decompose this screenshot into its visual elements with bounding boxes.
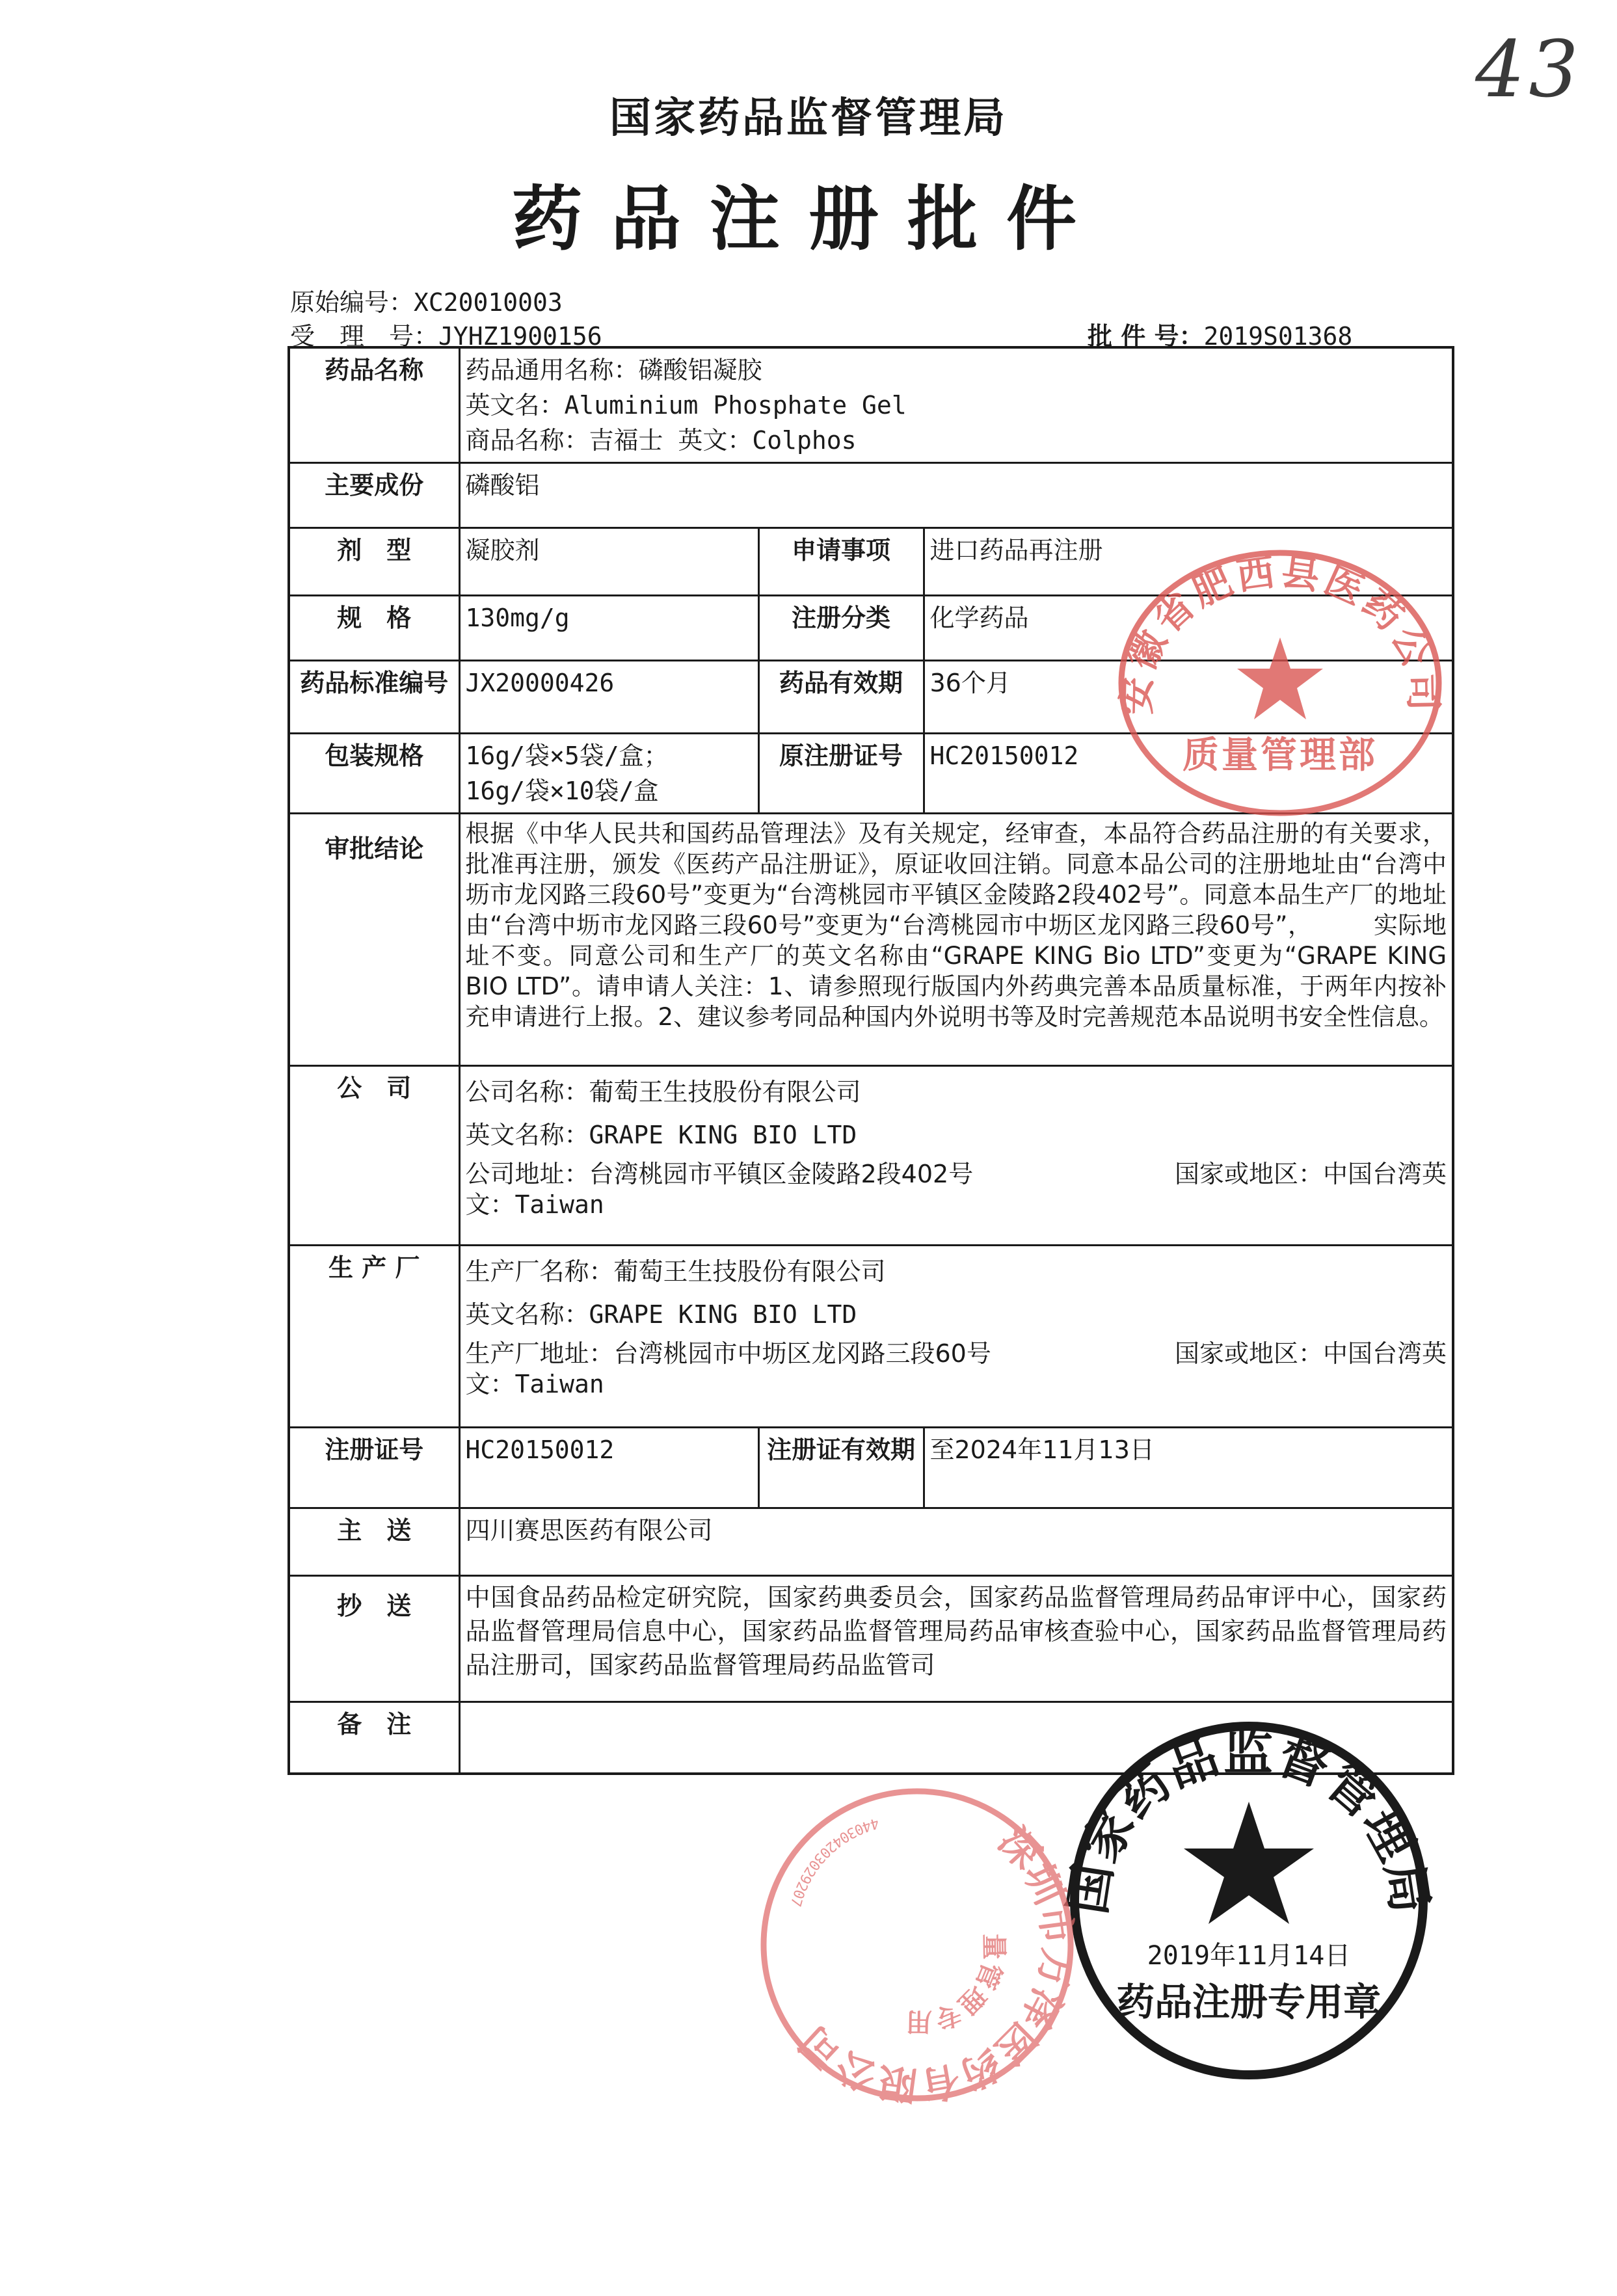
company-cell <box>459 1066 1453 1246</box>
quality-dept-stamp <box>1098 540 1462 839</box>
quality-dept-stamp-bottom-text: 质量管理部 <box>1183 734 1378 777</box>
spec-value: 130mg/g <box>459 596 758 661</box>
agency-seal-date: 2019年11月14日 <box>1147 1941 1351 1971</box>
conclusion-label: 审批结论 <box>289 814 459 1066</box>
drug-name-label: 药品名称 <box>289 347 459 463</box>
pharma-company-stamp <box>742 1769 1093 2120</box>
agency-seal-bottom-text: 药品注册专用章 <box>1116 1980 1382 2024</box>
recipient-label: 主 送 <box>289 1508 459 1576</box>
row-cert-no <box>289 1428 1453 1508</box>
cert-validity-label: 注册证有效期 <box>758 1428 924 1508</box>
company-address: 公司地址：台湾桃园市平镇区金陵路2段402号 <box>465 1160 974 1188</box>
pharma-stamp-ring-text: 深圳市万泽医药有限公司 <box>791 1819 1081 2109</box>
company-english-name: 英文名称：GRAPE KING BIO LTD <box>465 1121 857 1149</box>
page-number: 43 <box>1475 25 1583 115</box>
row-cc <box>289 1576 1453 1702</box>
agency-title: 国家药品监督管理局 <box>609 94 1008 142</box>
document-title: 药品注册批件 <box>511 178 1105 260</box>
company-region: 国家或地区：中国台湾英 <box>1175 1160 1447 1188</box>
original-cert-label: 原注册证号 <box>758 734 924 814</box>
packaging-cell <box>459 734 758 814</box>
remarks-label: 备 注 <box>289 1702 459 1774</box>
approval-number-label: 批 件 号： <box>1088 322 1204 351</box>
recipient-value: 四川赛思医药有限公司 <box>459 1508 1453 1576</box>
drug-english-name: 英文名：Aluminium Phosphate Gel <box>465 391 907 420</box>
packaging-label: 包装规格 <box>289 734 459 814</box>
acceptance-number-label: 受 理 号： <box>290 322 439 351</box>
reg-category-value: 化学药品 <box>924 596 1453 661</box>
approval-number-value: 2019S01368 <box>1203 322 1353 351</box>
cert-validity-value: 至2024年11月13日 <box>924 1428 1453 1508</box>
application-value: 进口药品再注册 <box>924 528 1453 596</box>
cc-text: 中国食品药品检定研究院，国家药典委员会，国家药品监督管理局药品审评中心，国家药品监督管理局信息中心，国家药品监督管理局药品审核查验中心，国家药品监督管理局药品注册司，国家药品监督管理局药品监管司 <box>459 1576 1453 1702</box>
packaging-line-1: 16g/袋×5袋/盒； <box>465 741 669 770</box>
row-recipient <box>289 1508 1453 1576</box>
original-cert-value: HC20150012 <box>924 734 1453 814</box>
packaging-line-2: 16g/袋×10袋/盒 <box>465 777 659 805</box>
validity-label: 药品有效期 <box>758 661 924 734</box>
validity-value: 36个月 <box>924 661 1453 734</box>
row-main-ingredient <box>289 463 1453 528</box>
agency-seal-ring-text: 国家药品监督管理局 <box>1058 1723 1440 1918</box>
row-conclusion <box>289 814 1453 1066</box>
manufacturer-address: 生产厂地址：台湾桃园市中坜区龙冈路三段60号 <box>465 1339 991 1368</box>
drug-trade-name: 商品名称：吉福士 英文：Colphos <box>465 426 857 455</box>
dosage-form-value: 凝胶剂 <box>459 528 758 596</box>
company-address-row <box>466 1156 1447 1192</box>
spec-label: 规 格 <box>289 596 459 661</box>
original-number <box>290 282 563 318</box>
company-region-en: 文：Taiwan <box>465 1190 604 1219</box>
agency-registration-seal <box>1047 1698 1450 2101</box>
main-ingredient-label: 主要成份 <box>289 463 459 528</box>
manufacturer-cell <box>459 1246 1453 1428</box>
standard-no-value: JX20000426 <box>459 661 758 734</box>
original-number-label: 原始编号： <box>290 288 414 317</box>
cc-label: 抄 送 <box>289 1576 459 1702</box>
cert-no-label: 注册证号 <box>289 1428 459 1508</box>
manufacturer-address-row <box>466 1336 1447 1371</box>
application-label: 申请事项 <box>758 528 924 596</box>
acceptance-number-value: JYHZ1900156 <box>438 322 602 351</box>
company-label: 公 司 <box>289 1066 459 1246</box>
manufacturer-region: 国家或地区：中国台湾英 <box>1175 1339 1447 1368</box>
drug-name-cell <box>459 347 1453 463</box>
quality-dept-stamp-ring-text: 安徽省肥西县医药公司 <box>1114 549 1446 715</box>
reg-category-label: 注册分类 <box>758 596 924 661</box>
star-icon <box>1237 637 1323 719</box>
company-name: 公司名称：葡萄王生技股份有限公司 <box>465 1078 861 1106</box>
conclusion-text: 根据《中华人民共和国药品管理法》及有关规定，经审查，本品符合药品注册的有关要求，批准再注册，颁发《医药产品注册证》，原证收回注销。同意本品公司的注册地址由“台湾中坜市龙冈路三段60号”变更为“台湾桃园市平镇区金陵路2段402号”。同意本品生产厂的地址由“台湾中坜市龙冈路三段60号”变更为“台湾桃园市中坜区龙冈路三段60号”， 实际地址不变。同意公司和生产厂的英文名称由“GRAPE KING Bio LTD”变更为“GRAPE KING BIO LTD”。请申请人关注：1、请参照现行版国内外药典完善本品质量标准，于两年内按补充申请进行上报。2、建议参考同品种国内外说明书等及时完善规范本品说明书安全性信息。 <box>459 814 1453 1066</box>
main-ingredient-value: 磷酸铝 <box>459 463 1453 528</box>
row-company <box>289 1066 1453 1246</box>
row-manufacturer <box>289 1246 1453 1428</box>
row-drug-name <box>289 347 1453 463</box>
pharma-stamp-number: 440304203029207 <box>786 1814 881 1909</box>
manufacturer-region-en: 文：Taiwan <box>465 1370 604 1398</box>
dosage-form-label: 剂 型 <box>289 528 459 596</box>
manufacturer-english-name: 英文名称：GRAPE KING BIO LTD <box>465 1300 857 1329</box>
standard-no-label: 药品标准编号 <box>289 661 459 734</box>
cert-no-value: HC20150012 <box>459 1428 758 1508</box>
manufacturer-name: 生产厂名称：葡萄王生技股份有限公司 <box>465 1257 886 1286</box>
star-icon <box>1184 1802 1314 1924</box>
original-number-value: XC20010003 <box>414 288 563 317</box>
drug-generic-name: 药品通用名称：磷酸铝凝胶 <box>465 356 762 384</box>
manufacturer-label: 生 产 厂 <box>289 1246 459 1428</box>
pharma-stamp-inner-text: 质量管理专用章 <box>905 1933 1009 2036</box>
